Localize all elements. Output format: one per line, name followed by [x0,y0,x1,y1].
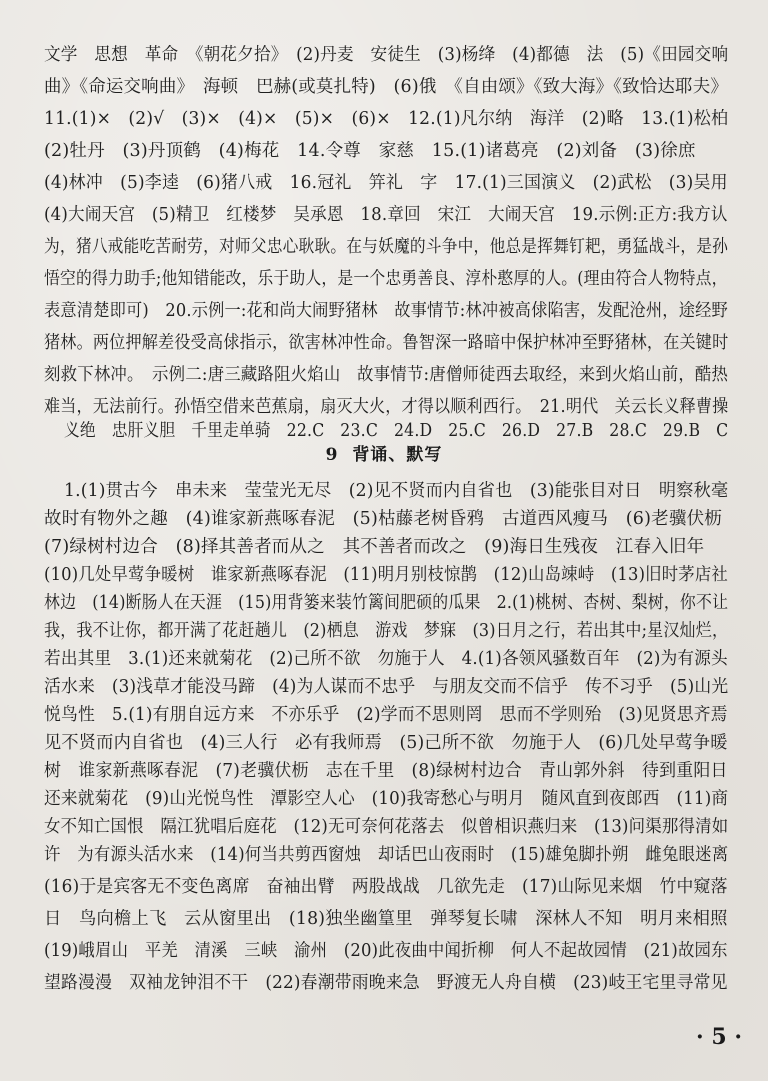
text-line: (16)于是宾客无不变色离席 奋袖出臂 两股战战 几欲先走 (17)山际见来烟 竹中窥落 [44,877,728,897]
text-line: 1.(1)贯古今 串未来 莹莹光无尽 (2)见不贤而内自省也 (3)能张目对日 明察秋毫 [64,481,729,501]
text-line: 曲》《命运交响曲》 海顿 巴赫(或莫扎特) (6)俄 《自由颂》《致大海》《致恰达耶夫》 [44,77,729,97]
text-line: 活水来 (3)浅草才能没马蹄 (4)为人谋而不忠乎 与朋友交而不信乎 传不习乎 (5)山光 [44,677,729,697]
text-line: 猪林。两位押解差役受高俅指示，欲害林冲性命。鲁智深一路暗中保护林冲至野猪林，在关键时 [44,333,729,353]
text-line: 日 鸟向檐上飞 云从窗里出 (18)独坐幽篁里 弹琴复长啸 深林人不知 明月来相照 [44,909,728,929]
text-line: 望路漫漫 双袖龙钟泪不干 (22)春潮带雨晚来急 野渡无人舟自横 (23)岐王宅里寻常见 [44,973,728,993]
text-line: 为，猪八戒能吃苦耐劳，对师父忠心耿耿。在与妖魔的斗争中，他总是挥舞钉耙，勇猛战斗，是孙 [44,237,729,257]
section-title: 背诵、默写 [352,445,443,465]
text-line: 林边 (14)断肠人在天涯 (15)用背篓来装竹篱间肥硕的瓜果 2.(1)桃树、杏树、梨树，你不让 [44,593,729,613]
text-line: 树 谁家新燕啄春泥 (7)老骥伏枥 志在千里 (8)绿树村边合 青山郭外斜 待到重阳日 [44,761,728,781]
text-line: 文学 思想 革命 《朝花夕拾》 (2)丹麦 安徒生 (3)杨绛 (4)都德 法 (5)《田园交响 [44,45,729,65]
page-number: · 5 · [696,1024,742,1050]
text-line: (10)几处早莺争暖树 谁家新燕啄春泥 (11)明月别枝惊鹊 (12)山岛竦峙 (13)旧时茅店社 [44,565,728,585]
text-line: (4)林冲 (5)李逵 (6)猪八戒 16.冠礼 笄礼 字 17.(1)三国演义 (2)武松 (3)吴用 [44,173,728,193]
text-line: (19)峨眉山 平羌 清溪 三峡 渝州 (20)此夜曲中闻折柳 何人不起故园情 (21)故园东 [44,941,728,961]
text-line: 若出其里 3.(1)还来就菊花 (2)己所不欲 勿施于人 4.(1)各领风骚数百年 (2)为有源头 [44,649,728,669]
text-line: 故时有物外之趣 (4)谁家新燕啄春泥 (5)枯藤老树昏鸦 古道西风瘦马 (6)老骥伏枥 [44,509,722,529]
text-line: 难当，无法前行。孙悟空借来芭蕉扇，扇灭大火，才得以顺利西行。 21.明代 关云长义释曹操 [44,397,729,417]
text-line: (7)绿树村边合 (8)择其善者而从之 其不善者而改之 (9)海日生残夜 江春入旧年 [44,537,705,557]
section-heading [0,440,768,465]
text-line: 义绝 忠肝义胆 千里走单骑 22.C 23.C 24.D 25.C 26.D 27.B 28.C 29.B C [64,421,729,441]
text-line: (4)大闹天宫 (5)精卫 红楼梦 吴承恩 18.章回 宋江 大闹天宫 19.示例:正方:我方认 [44,205,728,225]
text-line: 表意清楚即可) 20.示例一:花和尚大闹野猪林 故事情节:林冲被高俅陷害，发配沧州，途经野 [44,301,728,321]
text-line: 悟空的得力助手;他知错能改，乐于助人，是一个忠勇善良、淳朴憨厚的人。(理由符合人物特点， [44,269,728,289]
text-line: 11.(1)× (2)√ (3)× (4)× (5)× (6)× 12.(1)凡尔纳 海洋 (2)略 13.(1)松柏 [44,109,729,129]
text-line: 我，我不让你，都开满了花赶趟儿 (2)栖息 游戏 梦寐 (3)日月之行，若出其中;星汉灿烂， [44,621,729,641]
text-line: 还来就菊花 (9)山光悦鸟性 潭影空人心 (10)我寄愁心与明月 随风直到夜郎西 (11)商 [44,789,729,809]
text-line: 刻救下林冲。 示例二:唐三藏路阻火焰山 故事情节:唐僧师徒西去取经，来到火焰山前，酷热 [44,365,729,385]
text-line: 悦鸟性 5.(1)有朋自远方来 不亦乐乎 (2)学而不思则罔 思而不学则殆 (3)见贤思齐焉 [44,705,728,725]
section-number: 9 [325,445,339,465]
text-line: 女不知亡国恨 隔江犹唱后庭花 (12)无可奈何花落去 似曾相识燕归来 (13)问渠那得清如 [44,817,729,837]
text-line: (2)牡丹 (3)丹顶鹤 (4)梅花 14.令尊 家慈 15.(1)诸葛亮 (2)刘备 (3)徐庶 [44,141,696,161]
text-line: 见不贤而内自省也 (4)三人行 必有我师焉 (5)己所不欲 勿施于人 (6)几处早莺争暖 [44,733,728,753]
text-line: 许 为有源头活水来 (14)何当共剪西窗烛 却话巴山夜雨时 (15)雄兔脚扑朔 雌兔眼迷离 [44,845,729,865]
